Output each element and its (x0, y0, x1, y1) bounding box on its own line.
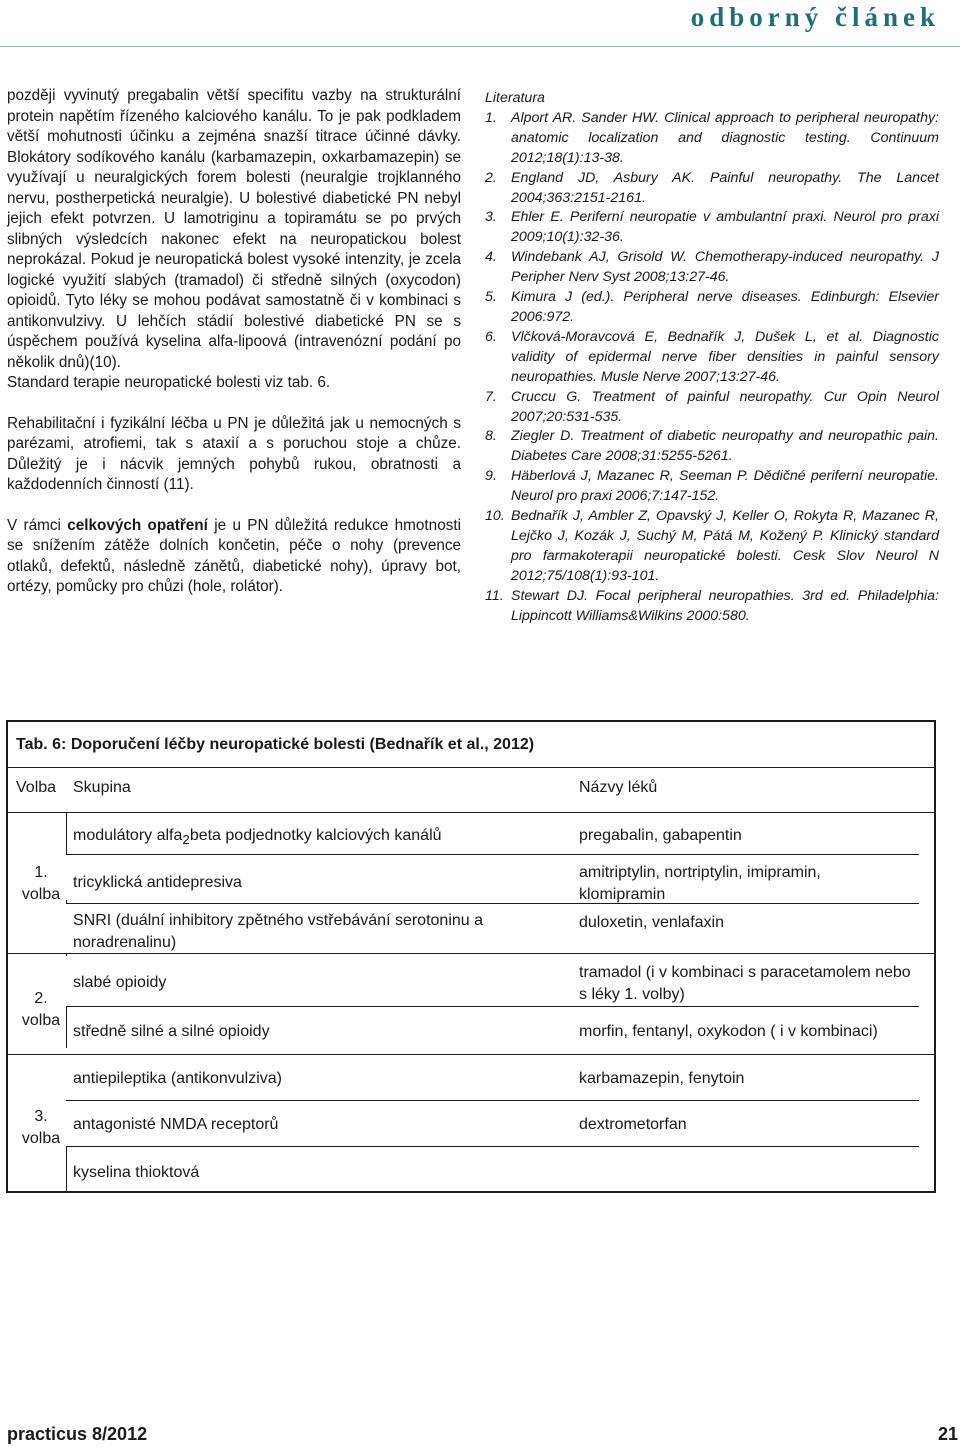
reference-number: 8. (485, 428, 497, 445)
reference-number: 3. (485, 209, 497, 226)
reference-item (485, 248, 939, 288)
table-title: Tab. 6: Doporučení léčby neuropatické bolesti (Bednařík et al., 2012) (8, 722, 934, 768)
table-cell-skupina: středně silné a silné opioidy (73, 1023, 270, 1040)
reference-text: Bednařík J, Ambler Z, Opavský J, Keller O, Rokyta R, Mazanec R, Lejčko J, Kozák J, Suchý M, Pátá M, Kožený P. Klinický standard pro farmakoterapii neuropatické bolesti. Cesk Slov Neurol N 2012;75/108(1):93-101. (511, 508, 939, 584)
reference-item (485, 388, 939, 428)
column-divider (66, 1146, 67, 1193)
table-cell-skupina: slabé opioidy (73, 974, 167, 991)
row-rule (66, 1146, 919, 1147)
paragraph-general-measures: V rámci celkových opatření je u PN důležitá redukce hmotnosti se snížením zátěže dolních končetin, péče o nohy (prevence otlaků, defektů, následně zánětů, diabetické nohy), úpravy bot, ortézy, pomůcky pro chůzi (hole, rolátor). (7, 516, 461, 595)
reference-item (485, 109, 939, 169)
header-nazvy: Názvy léků (579, 779, 658, 796)
row-rule (66, 854, 919, 855)
row-rule (66, 1006, 919, 1007)
reference-item (485, 507, 939, 587)
reference-list (485, 109, 939, 627)
reference-number: 1. (485, 109, 497, 126)
table-cell-skupina: kyselina thioktová (73, 1164, 200, 1181)
reference-text: Alport AR. Sander HW. Clinical approach to peripheral neuropathy: anatomic localization and diagnostic testing. Continuum 2012;18(1):13-38. (511, 109, 939, 166)
table-cell-nazvy: tramadol (i v kombinaci s paracetamolem nebo s léky 1. volby) (579, 964, 911, 1003)
table-cell-skupina: antiepileptika (antikonvulziva) (73, 1070, 282, 1087)
reference-number: 5. (485, 289, 497, 306)
reference-item (485, 328, 939, 388)
reference-text: Ehler E. Periferní neuropatie v ambulantní praxi. Neurol pro praxi 2009;10(1):32-36. (511, 209, 939, 246)
table-cell-nazvy: amitriptylin, nortriptylin, imipramin, klomipramin (579, 864, 821, 903)
table-cell-skupina: antagonisté NMDA receptorů (73, 1116, 279, 1133)
reference-text: Stewart DJ. Focal peripheral neuropathies. 3rd ed. Philadelphia: Lippincott Williams&Wilkins 2000:580. (511, 587, 939, 624)
reference-text: Häberlová J, Mazanec R, Seeman P. Dědičné periferní neuropatie. Neurol pro praxi 2006;7:147-152. (511, 468, 939, 505)
reference-item (485, 288, 939, 328)
reference-text: Cruccu G. Treatment of painful neuropathy. Cur Opin Neurol 2007;20:531-535. (511, 388, 939, 425)
reference-item (485, 169, 939, 209)
bold-term: celkových opatření (67, 516, 208, 534)
reference-number: 2. (485, 169, 497, 186)
volba-group-1: 1. volba (21, 864, 61, 903)
volba-group-3: 3. volba (21, 1108, 61, 1147)
table-cell-nazvy: karbamazepin, fenytoin (579, 1070, 745, 1087)
journal-name: practicus 8/2012 (7, 1424, 148, 1444)
header-rule (0, 46, 960, 47)
reference-number: 11. (485, 587, 504, 604)
reference-text: Ziegler D. Treatment of diabetic neuropathy and neuropathic pain. Diabetes Care 2008;31:5255-5261. (511, 428, 939, 465)
article-body (7, 86, 461, 598)
literature-section (485, 89, 939, 626)
reference-item (485, 208, 939, 248)
table-cell-nazvy: duloxetin, venlafaxin (579, 914, 724, 931)
table-cell-nazvy: pregabalin, gabapentin (579, 827, 742, 844)
row-rule (66, 903, 919, 904)
header-rule-bottom (8, 812, 934, 813)
table-cell-skupina: modulátory alfa$_2$beta podjednotky kalciových kanálů (73, 827, 442, 848)
reference-text: England JD, Asbury AK. Painful neuropathy. The Lancet 2004;363:2151-2161. (511, 169, 939, 206)
volba-group-2: 2. volba (21, 990, 61, 1029)
reference-number: 10. (485, 508, 505, 525)
treatment-table (6, 720, 936, 1193)
group-rule (8, 953, 934, 954)
column-divider (66, 812, 67, 854)
reference-text: Vlčková-Moravcová E, Bednařík J, Dušek L, et al. Diagnostic validity of epidermal nerve fiber densities in painful sensory neuropathies. Musle Nerve 2007;13:27-46. (511, 328, 939, 385)
reference-item (485, 587, 939, 627)
reference-number: 6. (485, 328, 497, 345)
reference-number: 9. (485, 468, 497, 485)
reference-number: 4. (485, 249, 497, 266)
header-skupina: Skupina (73, 779, 131, 796)
reference-text: Windebank AJ, Grisold W. Chemotherapy-induced neuropathy. J Peripher Nerv Syst 2008;13:27-46. (511, 249, 939, 286)
literature-title: Literatura (485, 90, 545, 106)
reference-item (485, 467, 939, 507)
section-label: odborný článek (690, 2, 940, 32)
table-cell-skupina: SNRI (duální inhibitory zpětného vstřebávání serotoninu a noradrenalinu) (73, 912, 484, 951)
group-rule (8, 1054, 934, 1055)
reference-text: Kimura J (ed.). Peripheral nerve diseases. Edinburgh: Elsevier 2006:972. (511, 289, 939, 325)
table-cell-skupina: tricyklická antidepresiva (73, 874, 242, 891)
table-cell-nazvy: dextrometorfan (579, 1116, 687, 1133)
paragraph-pharmacology: později vyvinutý pregabalin větší specifitu vazby na strukturální protein napětím řízeného kalciového kanálu. To je pak podkladem větší mohutnosti účinku a zejména snazší titrace účinné dávky. Blokátory sodíkového kanálu (karbamazepin, oxkarbamazepin) se využívají u neuralgických forem bolesti (neuralgie trojklanného nervu, postherpetická neuralgie). U bolestivé diabetické PN nebyl jejich efekt potvrzen. U lamotriginu a topiramátu se po prvých slibných výsledcích nakonec efekt na neuropatickou bolest neprokázal. Pokud je neuropatická bolest vysoké intenzity, je zcela logické využití slabých (tramadol) či středně silných (oxycodon) opioidů. Tyto léky se mohou podávat samostatně či v kombinaci s antikonvulzivy. U lehčích stádií bolestivé diabetické PN se s úspěchem používá kyselina alfa-lipoová (intravenózní podání po několik dnů)(10). (7, 87, 461, 371)
column-divider (66, 1006, 67, 1048)
page-number: 21 (937, 1424, 958, 1444)
row-rule (66, 1100, 919, 1101)
table-cell-nazvy: morfin, fentanyl, oxykodon ( i v kombinaci) (579, 1023, 878, 1040)
reference-number: 7. (485, 388, 497, 405)
header-volba: Volba (16, 779, 57, 796)
paragraph-standard-reference: Standard terapie neuropatické bolesti viz tab. 6. (7, 374, 331, 391)
paragraph-rehabilitation: Rehabilitační i fyzikální léčba u PN je důležitá jak u nemocných s parézami, atrofiemi, tak s ataxií a s poruchou stoje a chůze. Důležitý je i nácvik jemných pohybů rukou, obratnosti a každodenních činností (11). (7, 414, 461, 493)
reference-item (485, 427, 939, 467)
